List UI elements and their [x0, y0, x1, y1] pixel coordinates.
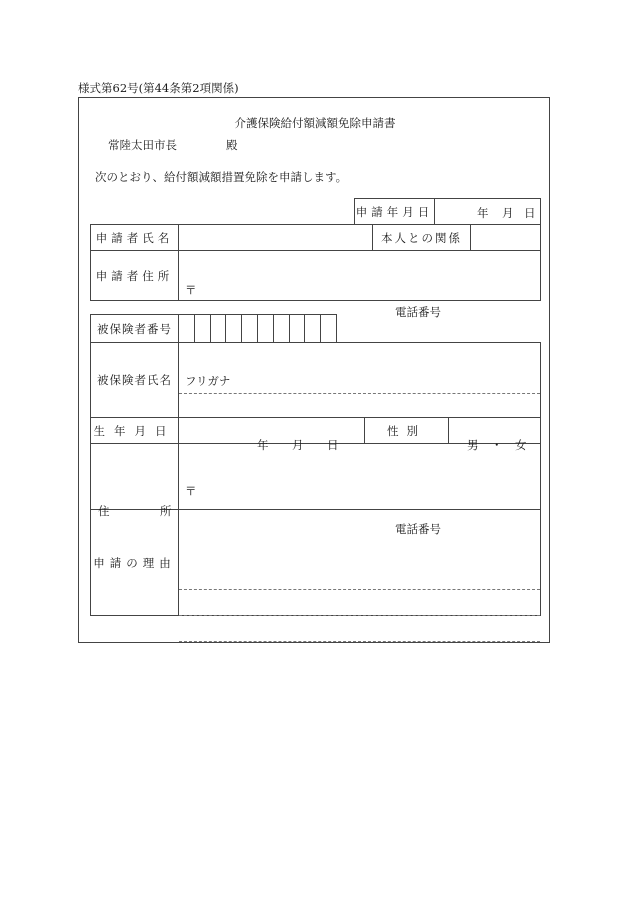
female-option[interactable]: 女 — [515, 437, 527, 452]
month-label: 月 — [502, 206, 514, 220]
insured-address-label — [91, 444, 179, 518]
postal-mark: 〒 — [185, 282, 197, 297]
furigana-label: フリガナ — [185, 373, 231, 388]
insured-number-table — [90, 314, 337, 343]
birth-day-label: 日 — [327, 437, 339, 452]
insured-postal-mark: 〒 — [185, 483, 197, 498]
form-code: 様式第62号(第44条第2項関係) — [78, 81, 239, 95]
insured-number-digit[interactable] — [257, 315, 273, 343]
day-label: 日 — [524, 206, 536, 220]
insured-number-digit[interactable] — [226, 315, 242, 343]
insured-address-field[interactable] — [179, 444, 541, 536]
insured-number-digit[interactable] — [179, 315, 195, 343]
sex-label: 性別 — [365, 418, 449, 444]
application-date-label: 申請年月日 — [355, 199, 435, 225]
birthdate-label: 生年月日 — [91, 418, 179, 444]
relation-label: 本人との関係 — [373, 225, 471, 251]
address-label-first: 住 — [98, 503, 110, 518]
application-date-field[interactable] — [435, 199, 541, 225]
phone-label: 電話番号 — [395, 304, 441, 319]
insured-number-digit[interactable] — [210, 315, 226, 343]
reason-label: 申請の理由 — [91, 510, 179, 616]
sex-separator: ・ — [491, 437, 503, 452]
insured-number-digit[interactable] — [305, 315, 321, 343]
relation-field[interactable] — [471, 225, 541, 251]
applicant-name-field[interactable] — [179, 225, 373, 251]
year-label: 年 — [477, 206, 489, 220]
insured-name-label: 被保険者氏名 — [91, 343, 179, 418]
insured-name-field[interactable] — [179, 343, 541, 418]
reason-line-1 — [179, 563, 540, 590]
sex-field[interactable] — [449, 418, 541, 452]
form-title: 介護保険給付額減額免除申請書 — [234, 116, 396, 130]
applicant-name-label: 申請者氏名 — [91, 225, 179, 251]
reason-field[interactable] — [179, 510, 541, 616]
address-label-second: 所 — [160, 503, 172, 518]
reason-line-2 — [179, 589, 540, 616]
application-date-table — [354, 198, 541, 225]
birth-year-label: 年 — [257, 437, 269, 452]
insured-phone-label: 電話番号 — [395, 521, 441, 536]
insured-number-digit[interactable] — [242, 315, 258, 343]
insured-number-label: 被保険者番号 — [91, 315, 179, 343]
applicant-table — [90, 224, 541, 319]
honorific: 殿 — [226, 138, 238, 152]
addressee: 常陸太田市長 — [108, 138, 177, 152]
insured-number-digit[interactable] — [321, 315, 337, 343]
insured-number-digit[interactable] — [273, 315, 289, 343]
insured-number-digit[interactable] — [194, 315, 210, 343]
male-option[interactable]: 男 — [467, 437, 479, 452]
birthdate-field[interactable] — [179, 418, 365, 452]
birth-month-label: 月 — [292, 437, 304, 452]
applicant-address-label: 申請者住所 — [91, 251, 179, 301]
reason-line-3 — [179, 615, 540, 642]
insured-number-digit[interactable] — [289, 315, 305, 343]
request-statement: 次のとおり、給付額減額措置免除を申請します。 — [95, 170, 348, 184]
insured-table — [90, 342, 541, 616]
applicant-address-field[interactable] — [179, 251, 541, 319]
